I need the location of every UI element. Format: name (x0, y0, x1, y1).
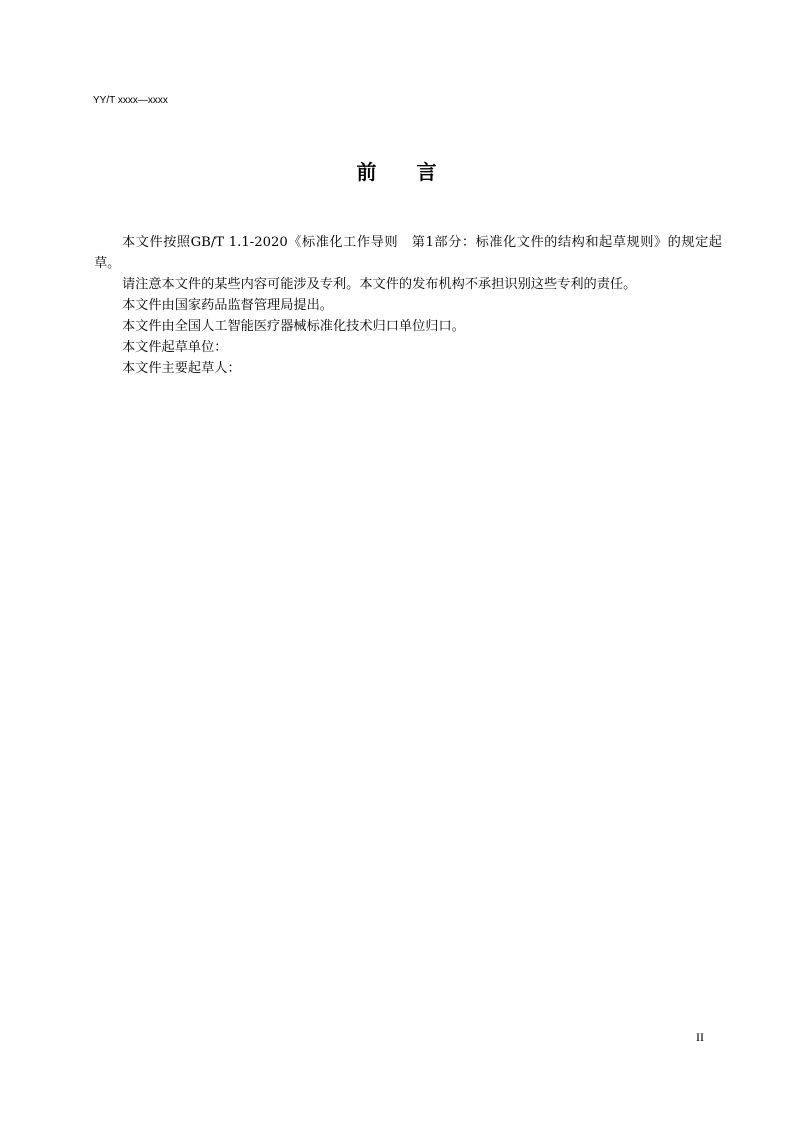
preface-body (94, 232, 722, 379)
page-number: II (696, 1030, 704, 1044)
preface-paragraph-technical-unit: 本文件由全国人工智能医疗器械标准化技术归口单位归口。 (122, 319, 465, 334)
preface-paragraph-main-drafters: 本文件主要起草人： (122, 361, 241, 376)
preface-paragraph-drafting-organizations: 本文件起草单位： (122, 340, 228, 355)
preface-paragraph-drafting-rules: 本文件按照GB/T 1.1-2020《标准化工作导则 第1部分：标准化文件的结构和起草规则》的规定起草。 (94, 235, 722, 271)
page-title: 前 言 (356, 160, 437, 184)
preface-paragraph-patent-notice: 请注意本文件的某些内容可能涉及专利。本文件的发布机构不承担识别这些专利的责任。 (122, 277, 637, 292)
document-code-header: YY/T xxxx—xxxx (93, 95, 168, 106)
preface-paragraph-proposer: 本文件由国家药品监督管理局提出。 (122, 298, 333, 313)
